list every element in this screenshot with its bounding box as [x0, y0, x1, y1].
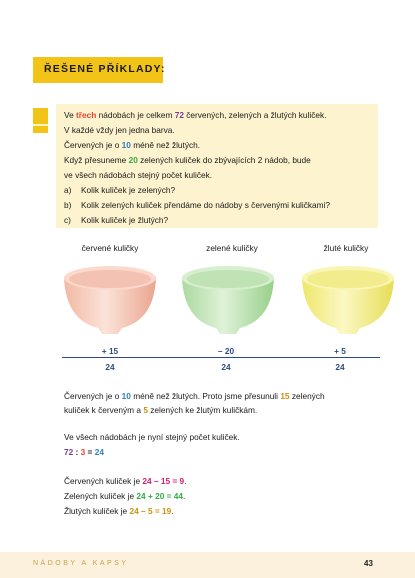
red-bowl-image [62, 258, 158, 338]
green-bowl-image [180, 258, 276, 338]
task-marker-stripe [33, 124, 48, 126]
calc-red-result: 24 [105, 362, 115, 372]
question-b: b) Kolik zelených kuliček přendáme do nádoby s červenými kuličkami? [64, 200, 331, 210]
question-c: c) Kolik kuliček je žlutých? [64, 215, 169, 225]
bowl-label-yellow: žluté kuličky [323, 243, 369, 253]
yellow-bowl-image [300, 258, 396, 338]
calc-green-result: 24 [221, 362, 231, 372]
result-green: Zelených kuliček je 24 + 20 = 44. [64, 491, 186, 501]
result-yellow: Žlutých kuliček je 24 – 5 = 19. [64, 506, 174, 516]
calc-green-change: – 20 [217, 346, 235, 356]
question-a: a) Kolik kuliček je zelených? [64, 185, 176, 195]
solution-line-3: Ve všech nádobách je nyní stejný počet kuliček. [64, 432, 240, 442]
task-line-5: ve všech nádobách stejný počet kuliček. [64, 170, 213, 180]
calc-yellow-change: + 5 [334, 346, 346, 356]
task-line-4: Když přesuneme 20 zelených kuliček do zbývajících 2 nádob, bude [64, 155, 311, 165]
result-red: Červených kuliček je 24 – 15 = 9. [64, 476, 187, 486]
calc-red-change: + 15 [101, 346, 119, 356]
task-line-2: V každé vždy jen jedna barva. [64, 125, 175, 135]
page-number: 43 [364, 559, 373, 568]
bowl-label-red: červené kuličky [81, 243, 139, 253]
calc-yellow-result: 24 [335, 362, 345, 372]
section-title: ŘEŠENÉ PŘÍKLADY: [44, 63, 166, 75]
calc-divider-line [62, 357, 380, 358]
footer-chapter-title: NÁDOBY A KAPSY [33, 560, 129, 567]
task-marker-icon [33, 108, 48, 133]
bowl-label-green: zelené kuličky [206, 243, 258, 253]
solution-equation: 72 : 3 = 24 [64, 447, 104, 457]
solution-line-2: kuliček k červeným a 5 zelených ke žlutým kuličkám. [64, 405, 258, 415]
solution-line-1: Červených je o 10 méně než žlutých. Proto jsme přesunuli 15 zelených [64, 391, 325, 401]
task-line-1: Ve třech nádobách je celkem 72 červených, zelených a žlutých kuliček. [64, 110, 327, 120]
task-line-3: Červených je o 10 méně než žlutých. [64, 140, 201, 150]
